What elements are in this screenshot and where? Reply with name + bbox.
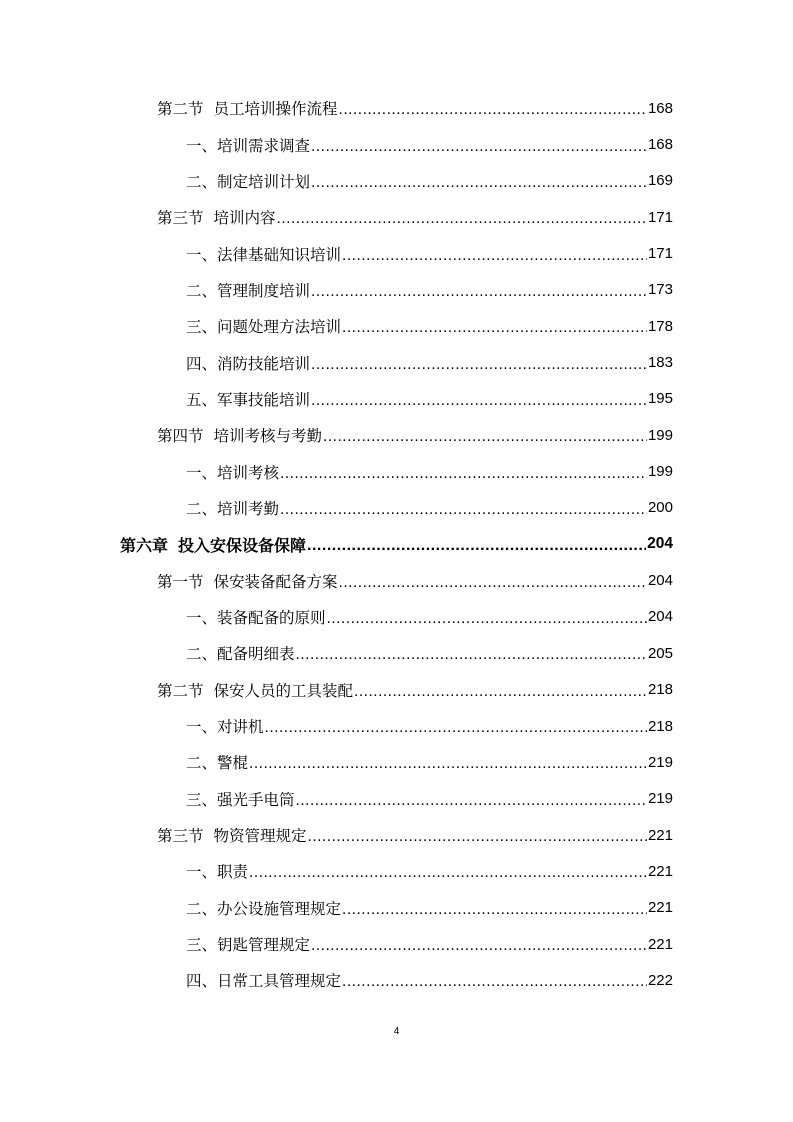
toc-subsection-entry[interactable] bbox=[0, 308, 793, 344]
toc-entry-label bbox=[186, 715, 264, 737]
toc-entry-title: 培训需求调查 bbox=[217, 136, 311, 155]
toc-dot-leader bbox=[311, 138, 647, 156]
toc-entry-page-number: 204 bbox=[647, 572, 673, 590]
toc-entry-title: 军事技能培训 bbox=[217, 390, 311, 409]
toc-entry-page-number: 221 bbox=[647, 899, 673, 917]
toc-subsection-entry[interactable] bbox=[0, 599, 793, 635]
toc-entry-title: 装备配备的原则 bbox=[217, 608, 326, 627]
toc-entry-label bbox=[186, 860, 248, 882]
toc-subsection-entry[interactable] bbox=[0, 962, 793, 998]
toc-entry-page-number: 204 bbox=[647, 608, 673, 626]
toc-entry-label bbox=[186, 751, 248, 773]
toc-entry-label bbox=[186, 497, 279, 519]
toc-entry-label bbox=[157, 206, 276, 228]
table-of-contents bbox=[0, 90, 793, 999]
toc-subsection-entry[interactable] bbox=[0, 344, 793, 380]
toc-entry-title: 问题处理方法培训 bbox=[217, 318, 342, 337]
toc-entry-number: 第二节 bbox=[157, 100, 204, 119]
toc-subsection-entry[interactable] bbox=[0, 381, 793, 417]
toc-entry-number: 二、 bbox=[186, 172, 218, 191]
toc-entry-title: 对讲机 bbox=[217, 718, 264, 737]
toc-entry-page-number: 199 bbox=[647, 426, 673, 444]
toc-entry-page-number: 168 bbox=[647, 99, 673, 117]
toc-entry-number: 二、 bbox=[186, 899, 218, 918]
toc-entry-label bbox=[186, 642, 295, 664]
toc-entry-title: 培训考核与考勤 bbox=[213, 427, 323, 446]
toc-section-entry[interactable] bbox=[0, 199, 793, 235]
toc-subsection-entry[interactable] bbox=[0, 126, 793, 162]
toc-entry-page-number: 183 bbox=[647, 354, 673, 372]
toc-entry-page-number: 204 bbox=[647, 535, 673, 553]
toc-dot-leader bbox=[311, 937, 647, 955]
toc-entry-label bbox=[186, 134, 310, 156]
toc-entry-page-number: 222 bbox=[647, 971, 673, 989]
toc-entry-number: 四、 bbox=[186, 354, 218, 373]
toc-entry-label bbox=[186, 897, 341, 919]
toc-entry-title: 管理制度培训 bbox=[217, 281, 311, 300]
toc-entry-title: 钥匙管理规定 bbox=[217, 936, 311, 955]
toc-entry-number: 一、 bbox=[186, 718, 218, 737]
toc-entry-number: 三、 bbox=[186, 936, 218, 955]
toc-entry-label bbox=[186, 461, 279, 483]
toc-dot-leader bbox=[342, 247, 647, 265]
toc-subsection-entry[interactable] bbox=[0, 635, 793, 671]
toc-entry-number: 四、 bbox=[186, 972, 218, 991]
toc-entry-title: 投入安保设备保障 bbox=[178, 535, 307, 555]
toc-entry-page-number: 173 bbox=[647, 281, 673, 299]
toc-entry-label bbox=[186, 352, 310, 374]
toc-entry-number: 第六章 bbox=[120, 535, 169, 555]
toc-entry-number: 第三节 bbox=[157, 827, 204, 846]
toc-subsection-entry[interactable] bbox=[0, 890, 793, 926]
toc-dot-leader bbox=[342, 901, 647, 919]
toc-entry-page-number: 221 bbox=[647, 862, 673, 880]
toc-entry-page-number: 218 bbox=[647, 717, 673, 735]
toc-dot-leader bbox=[280, 465, 647, 483]
toc-entry-number: 三、 bbox=[186, 318, 218, 337]
toc-entry-number: 一、 bbox=[186, 136, 218, 155]
toc-dot-leader bbox=[307, 537, 646, 555]
toc-entry-page-number: 218 bbox=[647, 681, 673, 699]
toc-subsection-entry[interactable] bbox=[0, 853, 793, 889]
toc-entry-label bbox=[120, 533, 306, 556]
toc-entry-label bbox=[186, 279, 310, 301]
toc-entry-title: 法律基础知识培训 bbox=[217, 245, 342, 264]
toc-entry-title: 培训内容 bbox=[213, 209, 276, 228]
toc-entry-label bbox=[186, 606, 326, 628]
toc-dot-leader bbox=[311, 174, 647, 192]
toc-dot-leader bbox=[311, 283, 647, 301]
toc-entry-number: 第二节 bbox=[157, 681, 204, 700]
toc-entry-label bbox=[186, 170, 310, 192]
toc-subsection-entry[interactable] bbox=[0, 163, 793, 199]
toc-chapter-entry[interactable] bbox=[0, 526, 793, 562]
toc-entry-number: 一、 bbox=[186, 245, 218, 264]
toc-entry-title: 制定培训计划 bbox=[217, 172, 311, 191]
toc-entry-label bbox=[186, 933, 310, 955]
toc-dot-leader bbox=[311, 356, 647, 374]
toc-entry-page-number: 195 bbox=[647, 390, 673, 408]
toc-entry-title: 职责 bbox=[217, 863, 249, 882]
toc-section-entry[interactable] bbox=[0, 417, 793, 453]
toc-dot-leader bbox=[265, 719, 647, 737]
toc-entry-number: 三、 bbox=[186, 790, 218, 809]
toc-entry-number: 二、 bbox=[186, 754, 218, 773]
toc-entry-title: 警棍 bbox=[217, 754, 249, 773]
toc-entry-label bbox=[186, 969, 341, 991]
toc-entry-title: 办公设施管理规定 bbox=[217, 899, 342, 918]
toc-dot-leader bbox=[354, 683, 647, 701]
toc-subsection-entry[interactable] bbox=[0, 781, 793, 817]
toc-dot-leader bbox=[339, 101, 647, 119]
toc-entry-number: 一、 bbox=[186, 608, 218, 627]
toc-entry-number: 一、 bbox=[186, 463, 218, 482]
page-number: 4 bbox=[393, 1026, 400, 1037]
toc-entry-label bbox=[157, 424, 322, 446]
toc-entry-label bbox=[157, 570, 338, 592]
toc-subsection-entry[interactable] bbox=[0, 926, 793, 962]
toc-entry-page-number: 221 bbox=[647, 935, 673, 953]
toc-subsection-entry[interactable] bbox=[0, 490, 793, 526]
toc-entry-title: 消防技能培训 bbox=[217, 354, 311, 373]
toc-section-entry[interactable] bbox=[0, 562, 793, 598]
toc-entry-number: 二、 bbox=[186, 281, 218, 300]
toc-dot-leader bbox=[342, 319, 647, 337]
toc-entry-title: 强光手电筒 bbox=[217, 790, 295, 809]
toc-entry-number: 二、 bbox=[186, 499, 218, 518]
toc-dot-leader bbox=[277, 210, 647, 228]
toc-entry-page-number: 171 bbox=[647, 208, 673, 226]
toc-entry-title: 配备明细表 bbox=[217, 645, 295, 664]
toc-entry-title: 保安人员的工具装配 bbox=[213, 681, 354, 700]
toc-entry-number: 第一节 bbox=[157, 572, 204, 591]
toc-dot-leader bbox=[296, 646, 647, 664]
toc-subsection-entry[interactable] bbox=[0, 453, 793, 489]
toc-entry-number: 一、 bbox=[186, 863, 218, 882]
toc-dot-leader bbox=[311, 392, 647, 410]
toc-entry-label bbox=[157, 679, 353, 701]
toc-entry-title: 物资管理规定 bbox=[213, 827, 307, 846]
toc-dot-leader bbox=[280, 501, 647, 519]
toc-entry-page-number: 219 bbox=[647, 753, 673, 771]
toc-dot-leader bbox=[342, 973, 647, 991]
toc-entry-label bbox=[157, 97, 338, 119]
toc-entry-number: 五、 bbox=[186, 390, 218, 409]
toc-dot-leader bbox=[249, 755, 647, 773]
toc-entry-title: 培训考核 bbox=[217, 463, 280, 482]
toc-section-entry[interactable] bbox=[0, 90, 793, 126]
toc-section-entry[interactable] bbox=[0, 817, 793, 853]
toc-subsection-entry[interactable] bbox=[0, 744, 793, 780]
toc-dot-leader bbox=[323, 428, 647, 446]
toc-entry-title: 保安装备配备方案 bbox=[213, 572, 338, 591]
toc-entry-page-number: 169 bbox=[647, 172, 673, 190]
toc-entry-page-number: 219 bbox=[647, 790, 673, 808]
toc-subsection-entry[interactable] bbox=[0, 708, 793, 744]
toc-entry-title: 培训考勤 bbox=[217, 499, 280, 518]
toc-subsection-entry[interactable] bbox=[0, 235, 793, 271]
toc-entry-page-number: 171 bbox=[647, 245, 673, 263]
toc-entry-page-number: 205 bbox=[647, 644, 673, 662]
toc-dot-leader bbox=[296, 792, 647, 810]
toc-entry-label bbox=[186, 315, 341, 337]
toc-entry-page-number: 200 bbox=[647, 499, 673, 517]
toc-entry-label bbox=[157, 824, 307, 846]
toc-entry-label bbox=[186, 243, 341, 265]
toc-entry-page-number: 168 bbox=[647, 136, 673, 154]
toc-section-entry[interactable] bbox=[0, 672, 793, 708]
toc-entry-number: 第四节 bbox=[157, 427, 204, 446]
toc-entry-number: 第三节 bbox=[157, 209, 204, 228]
toc-entry-title: 员工培训操作流程 bbox=[213, 100, 338, 119]
toc-entry-title: 日常工具管理规定 bbox=[217, 972, 342, 991]
toc-entry-label bbox=[186, 388, 310, 410]
toc-dot-leader bbox=[327, 610, 647, 628]
toc-dot-leader bbox=[249, 864, 647, 882]
toc-entry-page-number: 178 bbox=[647, 317, 673, 335]
toc-entry-number: 二、 bbox=[186, 645, 218, 664]
toc-entry-page-number: 199 bbox=[647, 463, 673, 481]
toc-subsection-entry[interactable] bbox=[0, 272, 793, 308]
toc-dot-leader bbox=[339, 574, 647, 592]
toc-entry-label bbox=[186, 788, 295, 810]
toc-dot-leader bbox=[308, 828, 647, 846]
toc-entry-page-number: 221 bbox=[647, 826, 673, 844]
